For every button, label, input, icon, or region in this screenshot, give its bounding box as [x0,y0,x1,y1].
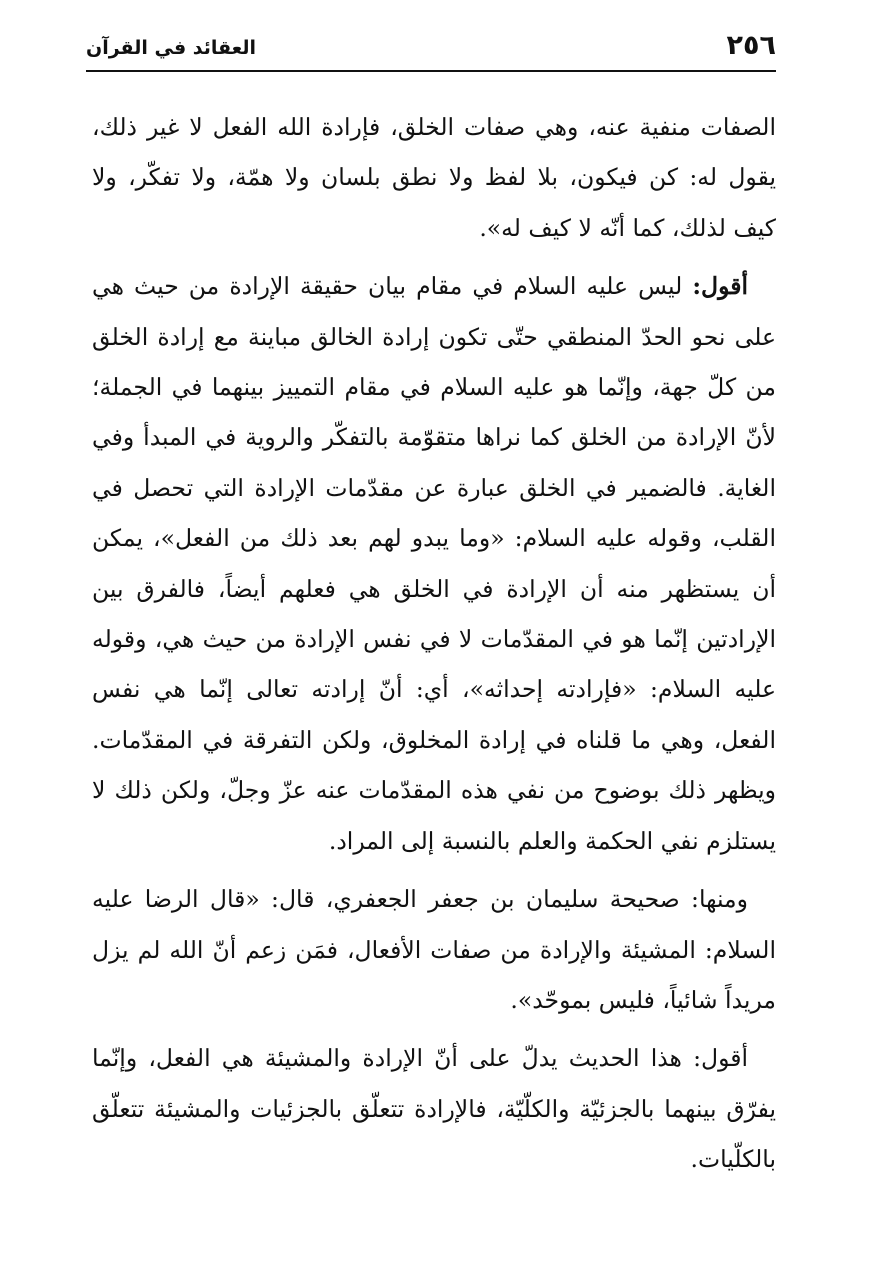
paragraph-commentary-final [92,1033,776,1184]
paragraph-text: ليس عليه السلام في مقام بيان حقيقة الإرادة من حيث هي على نحو الحدّ المنطقي حتّى تكون إرادة الخالق مباينة مع إرادة الخلق من كلّ جهة، وإنّما هو عليه السلام في مقام التمييز بينهما في الجملة؛ لأنّ الإرادة من الخلق كما نراها متقوّمة بالتفكّر والروية في المبدأ وفي الغاية. فالضمير في الخلق عبارة عن مقدّمات الإرادة التي تحصل في القلب، وقوله عليه السلام: «وما يبدو لهم بعد ذلك من الفعل»، يمكن أن يستظهر منه أن الإرادة في الخلق هي فعلهم أيضاً، فالفرق بين الإرادتين إنّما هو في المقدّمات لا في نفس الإرادة من حيث هي، وقوله عليه السلام: «فإرادته إحداثه»، أي: أنّ إرادته تعالى إنّما هي نفس الفعل، وهي ما قلناه في إرادة المخلوق، ولكن التفرقة في المقدّمات. ويظهر ذلك بوضوح من نفي هذه المقدّمات عنه عزّ وجلّ، ولكن ذلك لا يستلزم نفي الحكمة والعلم بالنسبة إلى المراد. [92,272,776,855]
paragraph-hadith [92,874,776,1025]
running-title: العقائد في القرآن [86,37,257,59]
paragraph-text: أقول: هذا الحديث يدلّ على أنّ الإرادة والمشيئة هي الفعل، وإنّما يفرّق بينهما بالجزئيّة والكلّيّة، فالإرادة تتعلّق بالجزئيات والمشيئة تتعلّق بالكلّيات. [92,1044,776,1174]
paragraph-lead-word: أقول: [692,272,748,301]
paragraph-continuation [92,102,776,253]
page-header [86,28,776,72]
paragraph-text: الصفات منفية عنه، وهي صفات الخلق، فإرادة الله الفعل لا غير ذلك، يقول له: كن فيكون، بلا لفظ ولا نطق بلسان ولا همّة، ولا تفكّر، ولا كيف لذلك، كما أنّه لا كيف له». [92,113,776,242]
page-number: ٢٥٦ [726,30,776,61]
paragraph-text: ومنها: صحيحة سليمان بن جعفر الجعفري، قال: «قال الرضا عليه السلام: المشيئة والإرادة من صفات الأفعال، فمَن زعم أنّ الله لم يزل مريداً شائياً، فليس بموحّد». [92,885,776,1014]
paragraph-commentary [92,261,776,866]
body-text [92,102,776,1193]
